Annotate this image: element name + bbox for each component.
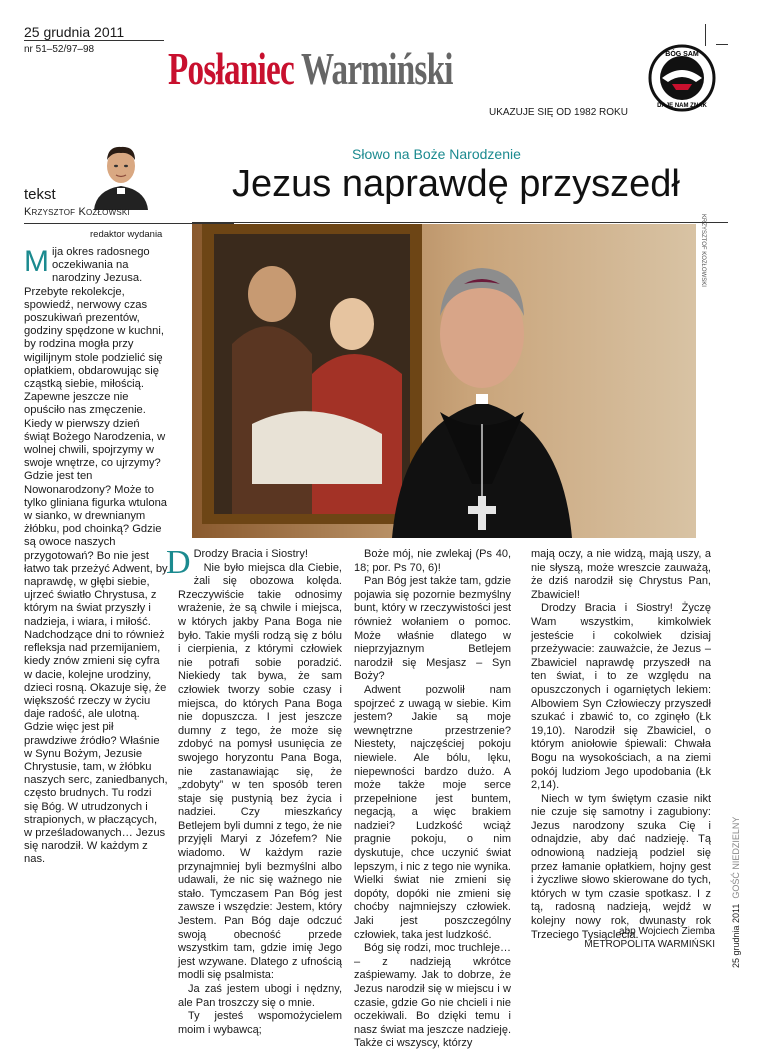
column-paragraph	[166, 544, 342, 581]
column-paragraph: Boże mój, nie zwlekaj (Ps 40, 18; por. Ps 70, 6)!	[354, 548, 511, 574]
article-column-3	[531, 548, 711, 942]
page-footer	[731, 817, 741, 968]
masthead-title	[168, 43, 453, 94]
issue-date: 25 grudnia 2011	[24, 24, 125, 40]
article-column-1	[166, 544, 342, 1037]
photo-illustration	[192, 224, 696, 538]
since-tagline: UKAZUJE SIĘ OD 1982 ROKU	[489, 107, 628, 118]
column-paragraph: Niech w tym świętym czasie nikt nie czuje się samotny i zagubiony: Jezus narodzony szuka Cię i odnajdzie, aby dać nadzieję. Tą odnowioną nadzieją podziel się przez łamanie opłatkiem, hojny gest i życzliwe słowo skierowane do tych, których w tym czasie spotkasz. I z tą, radosną nadzieją, wejdź w kolejny nowy rok, dwunasty rok Trzeciego Tysiąclecia.	[531, 792, 711, 941]
author-name: Krzysztof Kozłowski	[24, 206, 130, 218]
footer-date: 25 grudnia 2011	[731, 903, 741, 968]
byline-label: tekst	[24, 186, 56, 203]
column-paragraph: mają oczy, a nie widzą, mają uszy, a nie słyszą, może wreszcie zauważą, że dziś narodził się Chrystus Pan, Zbawiciel!	[531, 548, 711, 601]
sidebar-text: ija okres radosnego oczekiwania na narodziny Jezusa. Przebyte rekolekcje, spowiedź, nerwowy czas poszukiwań prezentów, godziny spędzone w kuchni, by rodzina mogła przy wigilijnym stole podzielić się opłatkiem, obdarowując się cząstką siebie, miłością. Zapewne jeszcze nie opuściło nas zmęczenie. Kiedy w pierwszy dzień świąt Bożego Narodzenia, w wolnej chwili, spojrzymy w swoje wnętrze, co ujrzymy? Gdzie jest ten Nowonarodzony? Może to tylko gliniana figurka wtulona w sianko, w drewnianym żłóbku, pod choinką? Gdzie są owoce naszych przygotowań? Bo nie jest łatwo tak przeżyć Adwent, by naprawdę, w głębi siebie, ujrzeć światło Chrystusa, z którym na świat przyszły i nadzieja, i wiara, i miłość. Nadchodzące dni to również refleksja nad przemijaniem, kiedy znów zmieni się cyfra w dacie, kolejne urodziny, dzieci rosną. Okazuje się, że większość rzeczy w życiu daje radość, ale ulotną. Gdzie więc jest pił prawdziwe źródło? Właśnie w Synu Bożym, Jezusie Chrystusie, tam, w żłóbku naszych serc, zaniedbanych, często brudnych. Tu rodzi się Bóg. W utrudzonych i strapionych, w płaczących, w prześladowanych… Jezus się narodził. W każdym z nas.	[24, 246, 168, 866]
photo-credit: KRZYSZTOF KOZŁOWSKI	[700, 214, 706, 287]
bog-sam-logo-icon	[648, 44, 716, 112]
article-column-2	[354, 548, 511, 1051]
author-role: redaktor wydania	[90, 229, 163, 240]
sidebar-dropcap: M	[24, 245, 49, 278]
title-part-2: Warmiński	[300, 43, 453, 94]
title-part-1: Posłaniec	[168, 43, 294, 94]
article-signature	[560, 925, 715, 951]
footer-publication: GOŚĆ NIEDZIELNY	[731, 816, 741, 899]
article-headline: Jezus naprawdę przyszedł	[232, 163, 680, 205]
archbishop-photo	[192, 224, 696, 538]
author-portrait	[86, 138, 156, 210]
svg-text:DAJE NAM ZNAK: DAJE NAM ZNAK	[657, 103, 707, 109]
signature-name: abp Wojciech Ziemba	[619, 926, 715, 937]
column-paragraph: Bóg się rodzi, moc truchleje… – z nadzieją wkrótce zaśpiewamy. Jak to dobrze, że Jezus narodził się w miejscu i w czasie, gdzie Go nie chcieli i nie oczekiwali. Bo dzięki temu i nasz świat ma jeszcze nadzieję. Także ci wszyscy, którzy	[354, 942, 511, 1050]
article-dropcap: D	[166, 544, 191, 581]
article-kicker: Słowo na Boże Narodzenie	[352, 146, 521, 162]
column-paragraph: Pan Bóg jest także tam, gdzie pojawia się pozornie bezmyślny bunt, który w rzeczywistości jest również wołaniem o pomoc. Może właśnie dlatego w nieprzyjaznym Betlejem narodził się Mesjasz – Syn Boży?	[354, 575, 511, 683]
top-rule	[24, 40, 164, 41]
photo-top-rule	[192, 222, 728, 223]
signature-title: METROPOLITA WARMIŃSKI	[584, 939, 715, 950]
column-paragraph: Adwent pozwolił nam spojrzeć z uwagą w siebie. Kim jestem? Jakie są moje wewnętrzne przestrzenie? Niestety, najczęściej pokoju niewiele. Ale bólu, lęku, niepewności bardzo dużo. A może także moje serce przepełnione jest buntem, negacją, a więc brakiem nadziei? Ludzkość wciąż pragnie pokoju, o nim dyskutuje, chce uczynić świat lepszym, i nic z tego nie wynika. Wielki świat nie zmieni się dopóty, dopóki nie zmieni się choćby najmniejszy człowiek. Jaki jest poszczególny człowiek, taka jest ludzkość.	[354, 683, 511, 941]
column-paragraph: Drodzy Bracia i Siostry! Życzę Wam wszystkim, kimkolwiek jesteście i cokolwiek dzisiaj przeżywacie: zauważcie, że Jezus – Zbawiciel naprawdę przyszedł na ten świat, i to ze względu na opuszczonych i ogarniętych lekiem: Albowiem Syn Człowieczy przyszedł szukać i zbawić to, co zginęło (Łk 19,10). Narodził się Zbawiciel, o którym aniołowie śpiewali: Chwała Bogu na wysokościach, a na ziemi pokój ludziom Jego upodobania (Łk 2,14).	[531, 602, 711, 792]
svg-text:BÓG SAM: BÓG SAM	[665, 51, 699, 58]
column-paragraph: Ja zaś jestem ubogi i nędzny, ale Pan troszczy się o mnie.	[178, 983, 342, 1009]
column-paragraph: Ty jesteś wspomożycielem moim i wybawcą;	[178, 1010, 342, 1036]
corner-rule	[705, 24, 706, 46]
editorial-sidebar	[24, 246, 168, 867]
corner-rule-2	[716, 44, 728, 45]
issue-number: nr 51–52/97–98	[24, 44, 95, 55]
salutation: Drodzy Bracia i Siostry!	[193, 548, 308, 560]
column-paragraph: Nie było miejsca dla Ciebie, żali się obozowa kolęda. Rzeczywiście takie odnosimy wrażenie, że są chwile i miejsca, w których jakby Pana Boga nie było. Takie myśli rodzą się z bólu i cierpienia, z którymi człowiek nie potrafi sobie poradzić. Niekiedy tak bywa, że sam człowiek tworzy sobie czasy i miejsca, do których Pana Boga nie dopuszcza. I jest jeszcze dumny z tego, że może się zdobyć na pomysł usunięcia ze swojego horyzontu Pana Boga, nie zastanawiając się, że „zdobyty” w ten sposób teren staje się pustynią bez życia i nadziei. Czy mieszkańcy Betlejem byli dumni z tego, że nie przyjęli Maryi z Józefem? Nie wiadomo. W każdym razie przynajmniej byli bezmyślni albo udawali, że nic się ważnego nie stało. Tymczasem Pan Bóg jest zawsze i wszędzie: Jestem, który Jestem. Pan Bóg daje odczuć swoją obecność przede wszystkim tam, gdzie imię Jego jest wzywane. Dlatego z ufnością modli się psalmista:	[178, 561, 342, 982]
